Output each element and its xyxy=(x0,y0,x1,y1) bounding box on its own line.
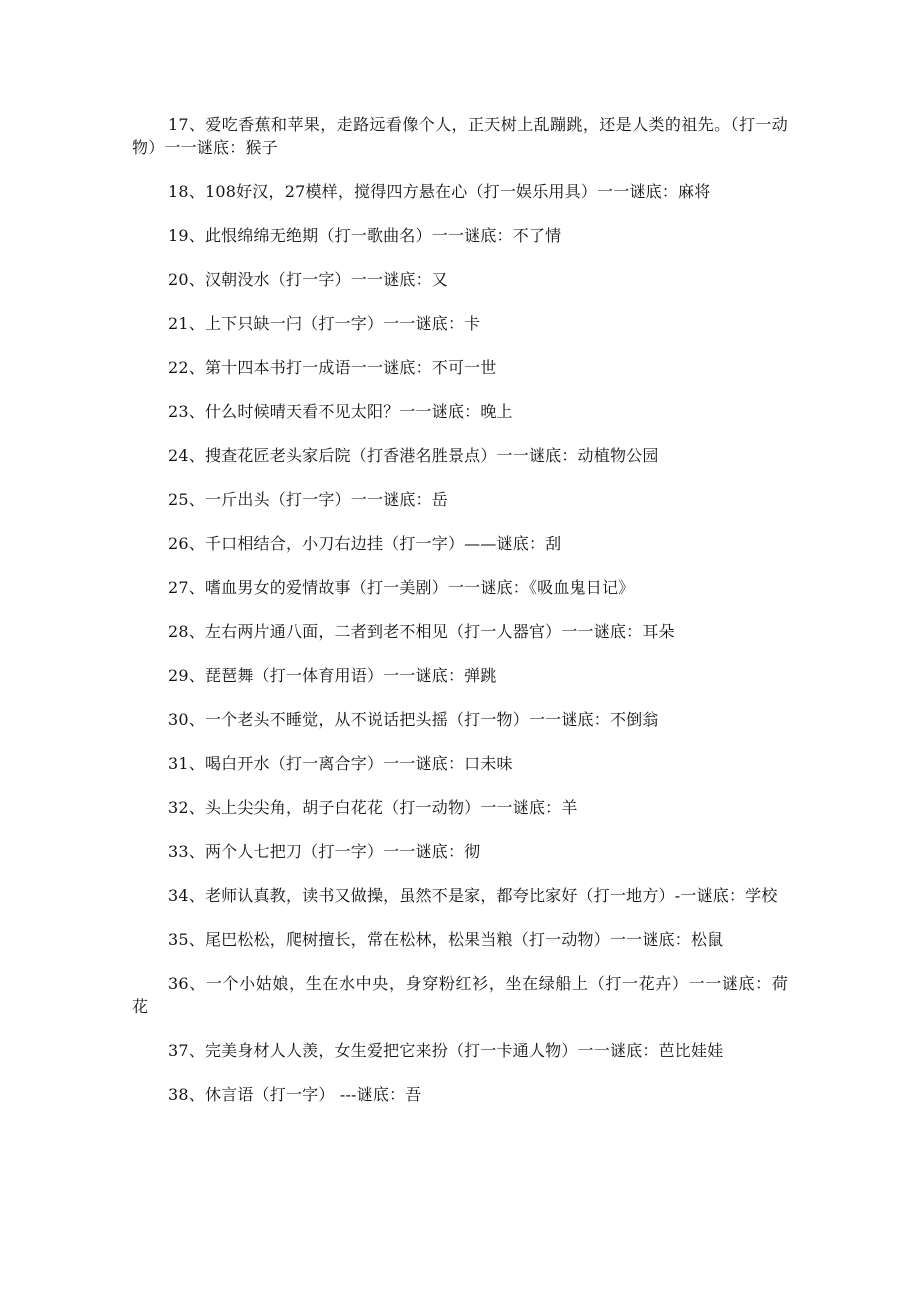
riddle-27: 27、嗜血男女的爱情故事（打一美剧）一一谜底：《吸血鬼日记》 xyxy=(168,578,635,597)
riddle-25: 25、一斤出头（打一字）一一谜底：岳 xyxy=(168,490,448,509)
riddle-35: 35、尾巴松松，爬树擅长，常在松林，松果当粮（打一动物）一一谜底：松鼠 xyxy=(168,930,724,949)
riddle-28: 28、左右两片通八面，二者到老不相见（打一人器官）一一谜底：耳朵 xyxy=(168,622,675,641)
riddle-34: 34、老师认真教，读书又做操，虽然不是家，都夸比家好（打一地方）-一谜底：学校 xyxy=(168,886,778,905)
riddle-19: 19、此恨绵绵无绝期（打一歌曲名）一一谜底：不了情 xyxy=(168,226,562,245)
riddle-23: 23、什么时候晴天看不见太阳？一一谜底：晚上 xyxy=(168,402,513,421)
riddle-30: 30、一个老头不睡觉，从不说话把头摇（打一物）一一谜底：不倒翁 xyxy=(168,710,659,729)
riddle-37: 37、完美身材人人羡，女生爱把它来扮（打一卡通人物）一一谜底：芭比娃娃 xyxy=(168,1041,724,1060)
riddle-33: 33、两个人七把刀（打一字）一一谜底：彻 xyxy=(168,842,481,861)
riddle-26: 26、千口相结合，小刀右边挂（打一字）——谜底：刮 xyxy=(168,534,562,553)
riddle-36: 36、一个小姑娘，生在水中央，身穿粉红衫，坐在绿船上（打一花卉）一一谜底：荷花 xyxy=(132,974,788,1016)
riddle-24: 24、搜查花匠老头家后院（打香港名胜景点）一一谜底：动植物公园 xyxy=(168,446,659,465)
riddle-20: 20、汉朝没水（打一字）一一谜底：又 xyxy=(168,270,448,289)
riddle-18: 18、108好汉，27模样，搅得四方悬在心（打一娱乐用具）一一谜底：麻将 xyxy=(168,182,711,201)
riddle-22: 22、第十四本书打一成语一一谜底：不可一世 xyxy=(168,358,497,377)
riddle-31: 31、喝白开水（打一离合字）一一谜底：口未味 xyxy=(168,754,513,773)
riddle-17: 17、爱吃香蕉和苹果，走路远看像个人，正天树上乱蹦跳，还是人类的祖先。（打一动物）一一谜底：猴子 xyxy=(132,115,788,157)
riddle-32: 32、头上尖尖角，胡子白花花（打一动物）一一谜底：羊 xyxy=(168,798,578,817)
riddle-38: 38、休言语（打一字） ---谜底：吾 xyxy=(168,1085,422,1104)
riddle-21: 21、上下只缺一闩（打一字）一一谜底：卡 xyxy=(168,314,481,333)
riddle-29: 29、琵琶舞（打一体育用语）一一谜底：弹跳 xyxy=(168,666,497,685)
